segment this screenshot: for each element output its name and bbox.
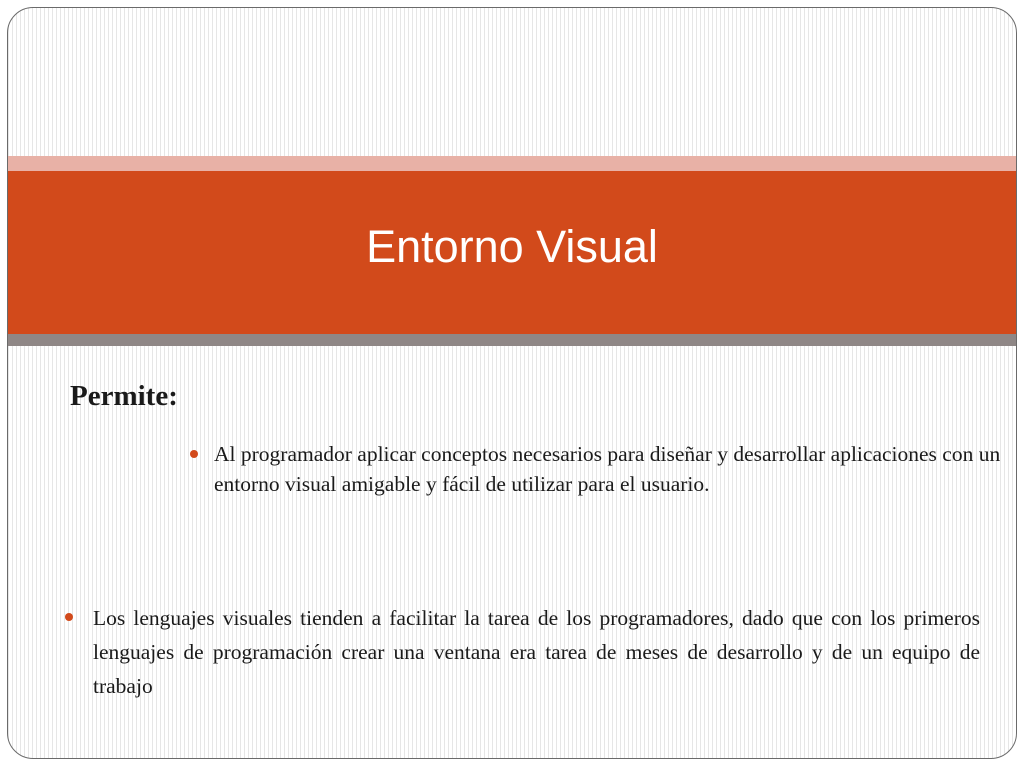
bullet-dot-icon xyxy=(65,613,73,621)
slide xyxy=(7,7,1017,759)
bullet-text: Los lenguajes visuales tienden a facilitar la tarea de los programadores, dado que con los primeros lenguajes de programación crear una ventana era tarea de meses de desarrollo y de un equipo de trabajo xyxy=(93,606,980,698)
title-band-bottom-stripe xyxy=(8,334,1016,346)
slide-title: Entorno Visual xyxy=(366,221,658,272)
bullet-item xyxy=(214,439,1004,499)
title-band-top-stripe xyxy=(8,156,1016,171)
bullet-dot-icon xyxy=(190,450,198,458)
bullet-text: Al programador aplicar conceptos necesarios para diseñar y desarrollar aplicaciones con un entorno visual amigable y fácil de utilizar para el usuario. xyxy=(214,442,1001,496)
section-heading: Permite: xyxy=(70,380,178,412)
bullet-item xyxy=(93,601,980,703)
